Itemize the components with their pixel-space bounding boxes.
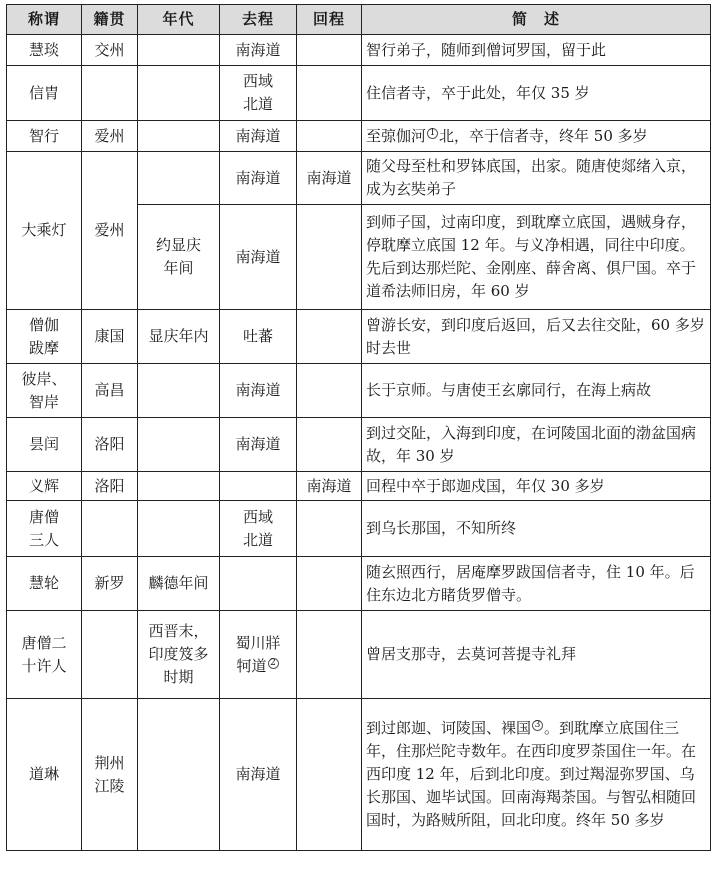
desc-text: 北，卒于信者寺，终年 50 多岁 [439,126,648,145]
cell-origin [82,66,138,121]
cell-go: 吐蕃 [220,310,297,364]
cell-era [138,364,220,418]
cell-desc: 随玄照西行，居庵摩罗跋国信者寺，住 10 年。后住东边北方睹货罗僧寺。 [362,557,711,611]
table-row [7,121,711,152]
cell-origin [82,611,138,699]
desc-text: 到过郎迦、诃陵国、裸国 [366,719,532,737]
cell-go [220,557,297,611]
table-row [7,66,711,121]
cell-name: 慧琰 [7,35,82,66]
desc-text: 。到耽摩立底国住三年，住那烂陀寺数年。在西印度罗荼国住一年。在西印度 12 年，后到北印度。到过羯湿弥罗国、乌长那国、迦毕试国。回南海羯荼国。与智弘相随回国时，为路贼所阻，回北印度。终年 50 多岁 [366,719,697,829]
header-era: 年代 [138,5,220,35]
cell-desc: 曾游长安，到印度后返回，后又去往交阯，60 多岁时去世 [362,310,711,364]
header-name: 称谓 [7,5,82,35]
cell-origin: 洛阳 [82,472,138,501]
cell-era [138,35,220,66]
cell-back [297,205,362,310]
table-row [7,472,711,501]
cell-name: 昙闰 [7,418,82,472]
header-go: 去程 [220,5,297,35]
cell-origin: 康国 [82,310,138,364]
cell-era [138,501,220,557]
cell-name: 僧伽 跋摩 [7,310,82,364]
cell-origin: 新罗 [82,557,138,611]
table-row [7,364,711,418]
cell-go: 南海道 [220,699,297,851]
cell-go [220,611,297,699]
table-row [7,310,711,364]
cell-back [297,501,362,557]
cell-origin: 荆州 江陵 [82,699,138,851]
header-row [7,5,711,35]
header-desc: 简 述 [362,5,711,35]
cell-back [297,35,362,66]
cell-era: 约显庆 年间 [138,205,220,310]
cell-origin: 洛阳 [82,418,138,472]
cell-era [138,66,220,121]
monk-table [6,4,711,851]
cell-era [138,472,220,501]
cell-desc: 到乌长那国，不知所终 [362,501,711,557]
table-row [7,557,711,611]
cell-go: 南海道 [220,152,297,205]
cell-era [138,699,220,851]
cell-back [297,699,362,851]
cell-era: 显庆年内 [138,310,220,364]
cell-era: 麟德年间 [138,557,220,611]
cell-name: 道琳 [7,699,82,851]
cell-origin: 爱州 [82,152,138,310]
cell-name: 慧轮 [7,557,82,611]
table-row [7,501,711,557]
cell-go: 南海道 [220,418,297,472]
cell-desc: 回程中卒于郎迦戍国，年仅 30 多岁 [362,472,711,501]
cell-desc: 曾居支那寺，去莫诃菩提寺礼拜 [362,611,711,699]
table-row [7,35,711,66]
table-row [7,152,711,205]
cell-desc: 长于京师。与唐使王玄廓同行，在海上病故 [362,364,711,418]
cell-desc: 到过交阯，入海到印度，在诃陵国北面的渤盆国病故，年 30 岁 [362,418,711,472]
cell-name: 智行 [7,121,82,152]
cell-go: 南海道 [220,364,297,418]
cell-origin: 高昌 [82,364,138,418]
cell-back [297,364,362,418]
route-text: 蜀川牂 牱道 [235,633,281,675]
table-row [7,418,711,472]
header-origin: 籍贯 [82,5,138,35]
cell-name: 大乘灯 [7,152,82,310]
cell-name: 唐僧二 十许人 [7,611,82,699]
desc-text: 至弶伽河 [366,126,427,145]
table-row [7,611,711,699]
cell-back [297,611,362,699]
cell-go [220,472,297,501]
cell-go: 南海道 [220,205,297,310]
cell-era [138,418,220,472]
cell-back [297,557,362,611]
cell-back [297,418,362,472]
cell-go: 西域 北道 [220,501,297,557]
cell-go: 南海道 [220,121,297,152]
cell-origin: 交州 [82,35,138,66]
cell-desc: 住信者寺，卒于此处，年仅 35 岁 [362,66,711,121]
cell-desc: 到师子国，过南印度，到耽摩立底国，遇贼身存，停耽摩立底国 12 年。与义净相遇，同往中印度。先后到达那烂陀、金刚座、薛舍离、俱尸国。卒于道希法师旧房，年 60 岁 [362,205,711,310]
cell-desc: 随父母至杜和罗钵底国，出家。随唐使郯绪入京，成为玄奘弟子 [362,152,711,205]
cell-name: 义辉 [7,472,82,501]
cell-name: 唐僧 三人 [7,501,82,557]
cell-desc [362,699,711,851]
cell-back [297,121,362,152]
cell-origin: 爱州 [82,121,138,152]
cell-back [297,66,362,121]
cell-desc: 智行弟子，随师到僧诃罗国，留于此 [362,35,711,66]
cell-name: 信胄 [7,66,82,121]
cell-era: 西晋末， 印度笈多 时期 [138,611,220,699]
cell-go: 南海道 [220,35,297,66]
cell-back [297,310,362,364]
table-row [7,699,711,851]
footnote-marker: 1 [427,128,438,139]
footnote-marker: 3 [532,720,543,731]
cell-era [138,152,220,205]
header-back: 回程 [297,5,362,35]
cell-back: 南海道 [297,152,362,205]
cell-go: 西域 北道 [220,66,297,121]
cell-name: 彼岸、 智岸 [7,364,82,418]
cell-back: 南海道 [297,472,362,501]
cell-desc [362,121,711,152]
cell-origin [82,501,138,557]
cell-era [138,121,220,152]
footnote-marker: 2 [268,658,279,669]
